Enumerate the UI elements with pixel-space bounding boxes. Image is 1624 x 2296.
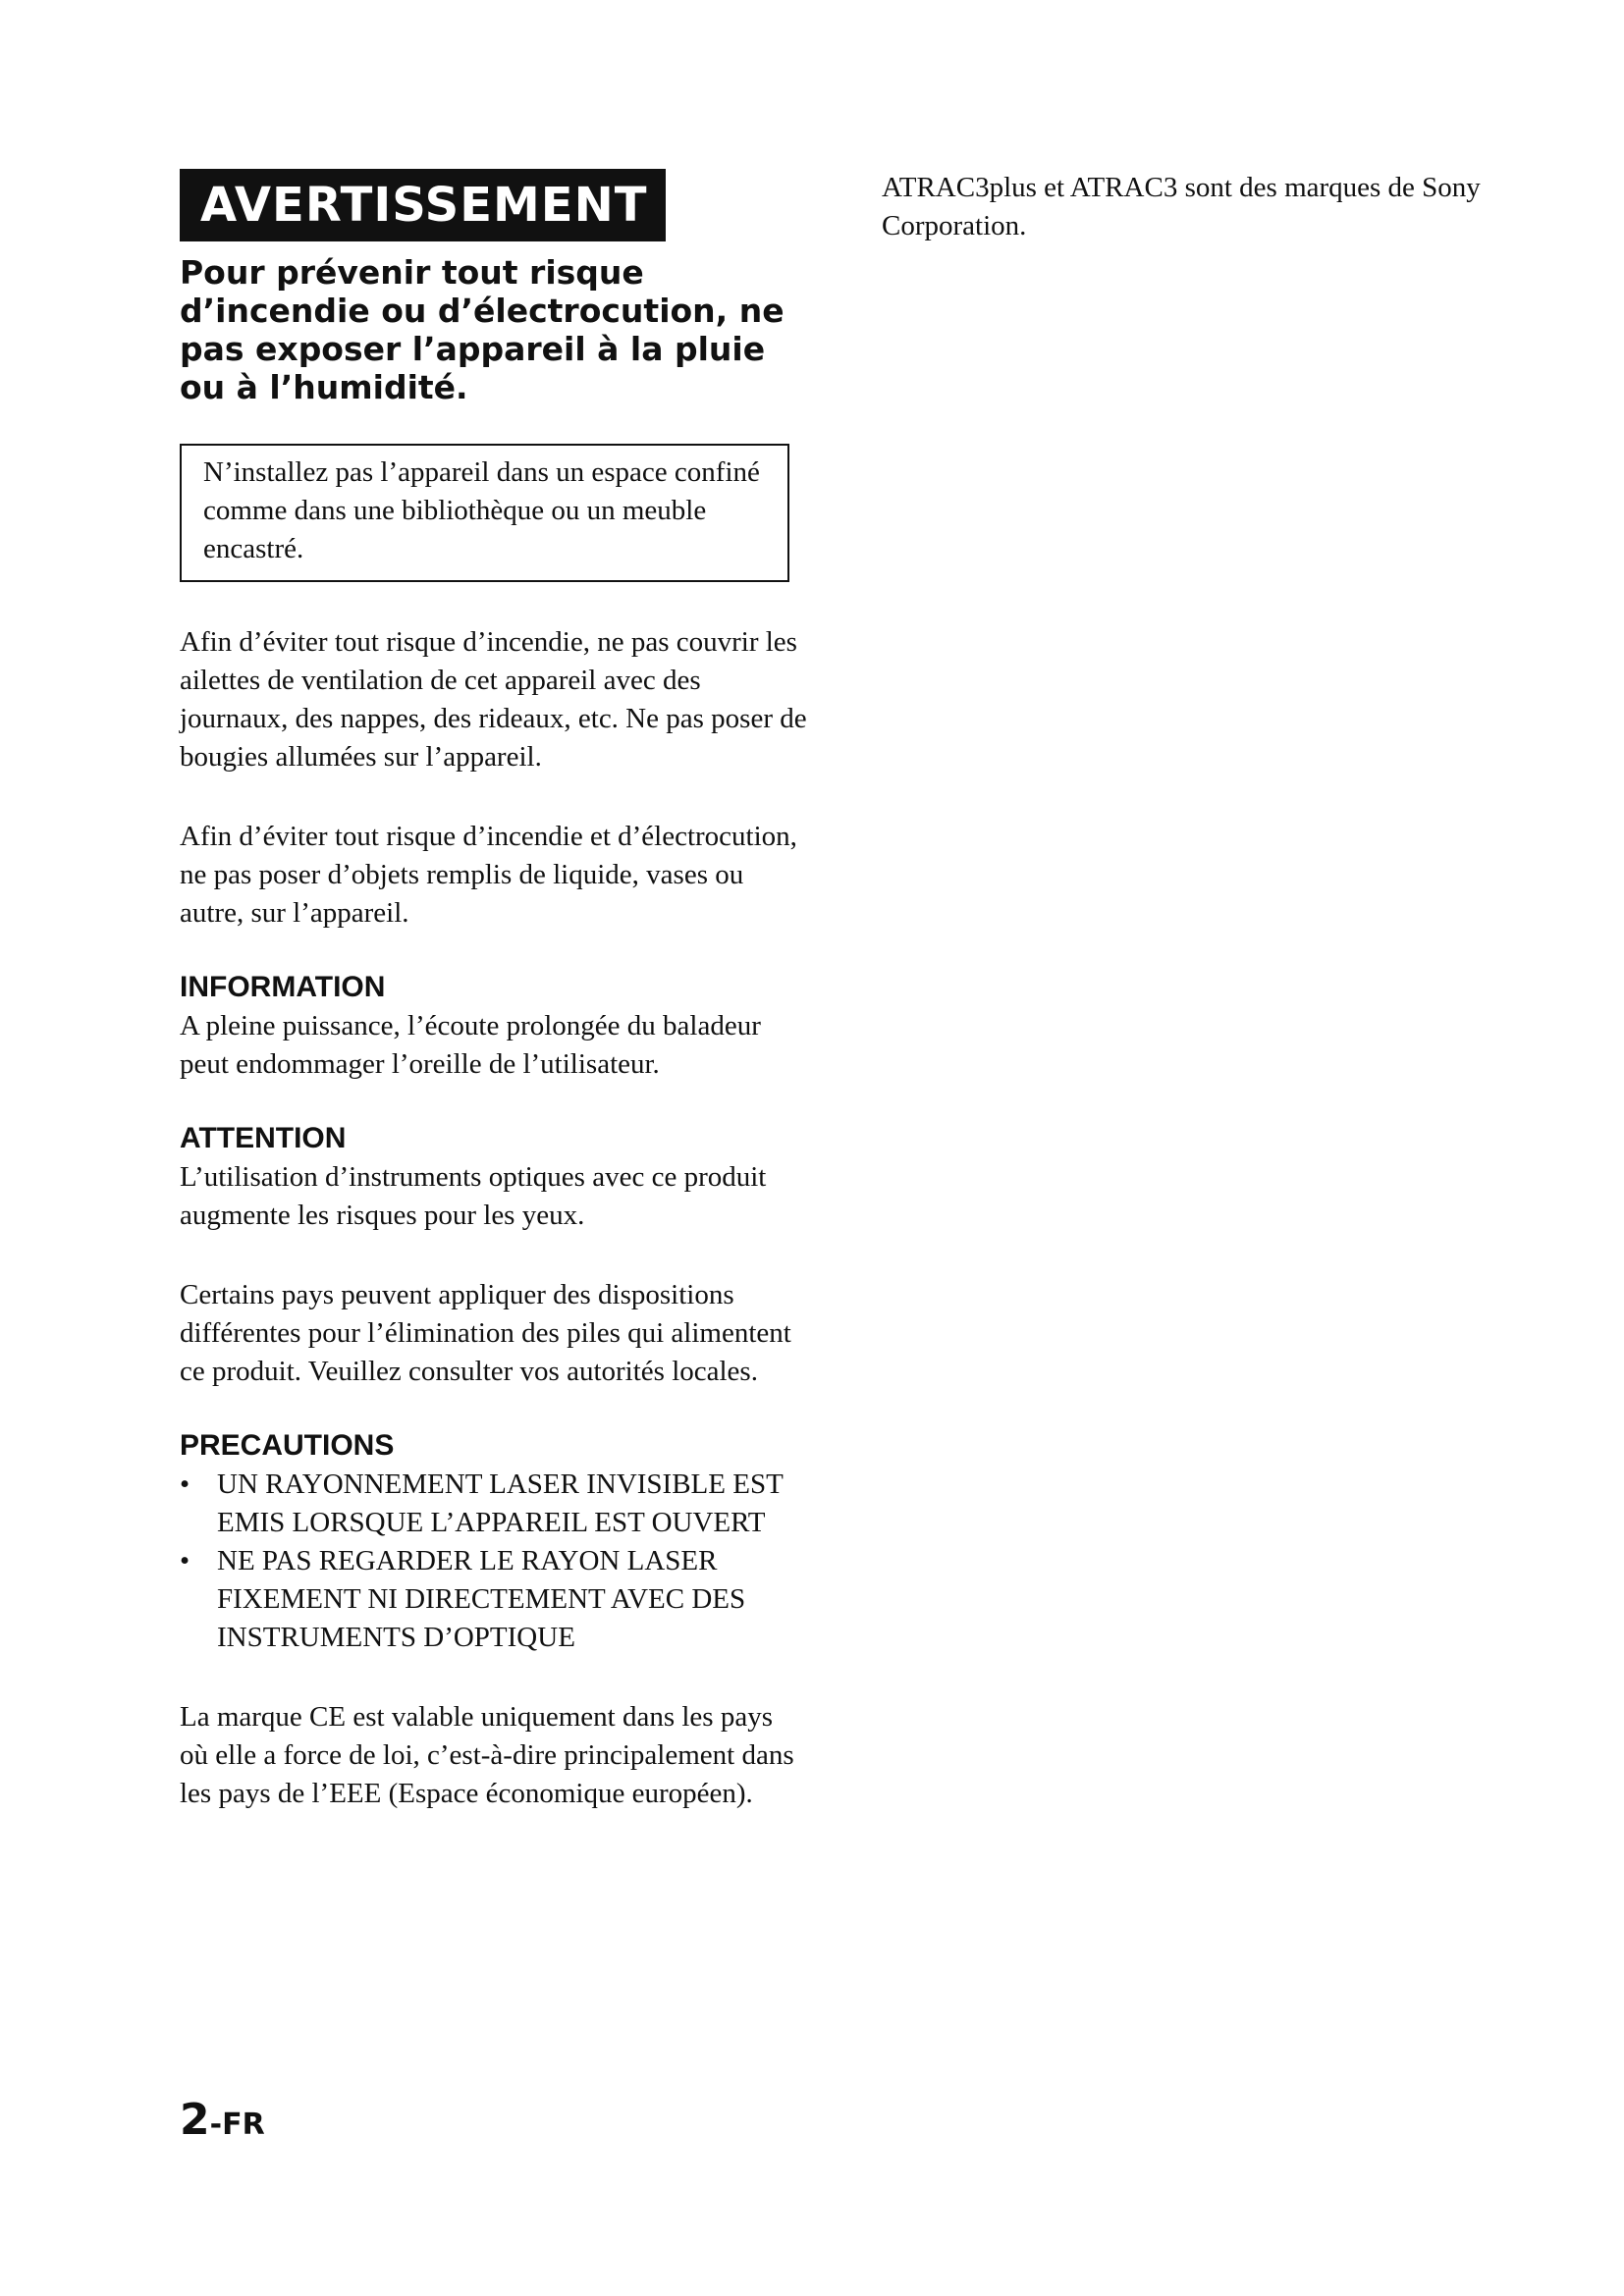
warning-banner: AVERTISSEMENT	[180, 169, 666, 241]
boxed-notice: N’installez pas l’appareil dans un espace confiné comme dans une bibliothèque ou un meuble encastré.	[180, 444, 789, 582]
trademark-notice: ATRAC3plus et ATRAC3 sont des marques de Sony Corporation.	[882, 172, 1481, 241]
page-number	[180, 2095, 265, 2145]
paragraph-liquids: Afin d’éviter tout risque d’incendie et d’électrocution, ne pas poser d’objets remplis de liquide, vases ou autre, sur l’appareil.	[180, 821, 797, 929]
page-number-value: 2	[180, 2095, 210, 2145]
bullet-icon: •	[180, 1545, 190, 1576]
page-number-suffix: -FR	[209, 2108, 265, 2142]
list-item: • UN RAYONNEMENT LASER INVISIBLE EST EMIS LORSQUE L’APPAREIL EST OUVERT	[180, 1466, 808, 1542]
warning-heading: Pour prévenir tout risque d’incendie ou d’électrocution, ne pas exposer l’appareil à la pluie ou à l’humidité.	[180, 253, 785, 406]
bullet-icon: •	[180, 1468, 190, 1500]
precautions-list	[180, 1466, 808, 1657]
list-item: • NE PAS REGARDER LE RAYON LASER FIXEMENT NI DIRECTEMENT AVEC DES INSTRUMENTS D’OPTIQUE	[180, 1542, 808, 1657]
information-title: INFORMATION	[180, 971, 386, 1003]
left-column	[180, 169, 808, 1813]
attention-title: ATTENTION	[180, 1122, 347, 1154]
paragraph-ce-mark: La marque CE est valable uniquement dans les pays où elle a force de loi, c’est-à-dire principalement dans les pays de l’EEE (Espace économique européen).	[180, 1701, 794, 1809]
information-text: A pleine puissance, l’écoute prolongée du baladeur peut endommager l’oreille de l’utilisateur.	[180, 1010, 761, 1080]
right-column	[882, 169, 1510, 245]
paragraph-batteries: Certains pays peuvent appliquer des dispositions différentes pour l’élimination des piles qui alimentent ce produit. Veuillez consulter vos autorités locales.	[180, 1279, 791, 1387]
precautions-title: PRECAUTIONS	[180, 1429, 395, 1462]
paragraph-fire-ventilation: Afin d’éviter tout risque d’incendie, ne pas couvrir les ailettes de ventilation de cet appareil avec des journaux, des nappes, des rideaux, etc. Ne pas poser de bougies allumées sur l’appareil.	[180, 626, 807, 773]
attention-text: L’utilisation d’instruments optiques avec ce produit augmente les risques pour les yeux.	[180, 1161, 767, 1231]
